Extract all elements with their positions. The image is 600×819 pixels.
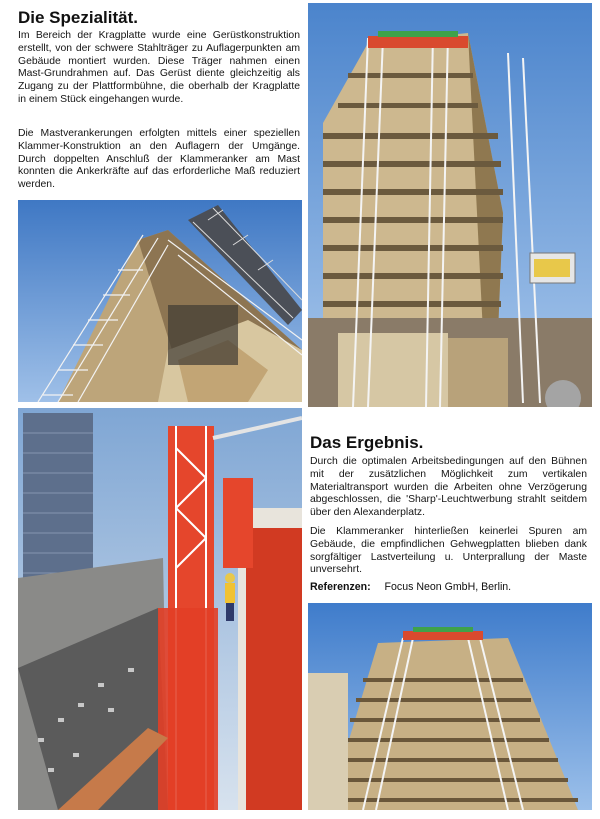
photo-corner-platform-upward bbox=[18, 200, 302, 402]
photo-tower-facade-masts bbox=[308, 603, 592, 810]
section-heading-result: Das Ergebnis. bbox=[310, 433, 424, 452]
result-paragraph-2: Die Klammeranker hinterließen keinerlei Spuren am Gebäude, die empfindlichen Gehwegplatten blieben dank sorgfältiger Lastverteilung u. Unterprallung der Maste unversehrt. bbox=[310, 526, 587, 576]
references-line bbox=[310, 581, 587, 594]
photo-red-platform-alexanderplatz bbox=[18, 408, 302, 810]
references-value: Focus Neon GmbH, Berlin. bbox=[384, 581, 512, 593]
references-label: Referenzen: bbox=[310, 581, 371, 593]
section-heading-speciality: Die Spezialität. bbox=[18, 8, 138, 27]
photo-tower-scaffold-full bbox=[308, 3, 592, 407]
speciality-paragraph-2: Die Mastverankerungen erfolgten mittels einer speziellen Klammer-Konstruktion an den Auflagern der Umgänge. Durch doppelten Anschluß der Klammeranker am Mast konnten die Ankerkräfte auf das erforderliche Maß reduziert werden. bbox=[18, 128, 300, 191]
speciality-paragraph-1: Im Bereich der Kragplatte wurde eine Gerüstkonstruktion erstellt, von der schwere Stahlträger zu Auflagerpunkten am Gebäude montiert wurden. Diese Träger nahmen einen Mast-Grundrahmen auf. Das Gerüst diente gleichzeitig als Zugang zu der Plattformbühne, die oberhalb der Kragplatte in einem Stück eingehangen wurde. bbox=[18, 30, 300, 105]
result-paragraph-1: Durch die optimalen Arbeitsbedingungen auf den Bühnen mit der zusätzlichen Möglichkeit zum vertikalen Materialtransport wurden die Arbeiten ohne Verzögerung abgeschlossen, die 'Sharp'-Leuchtwerbung strahlt seitdem über den Alexanderplatz. bbox=[310, 456, 587, 519]
